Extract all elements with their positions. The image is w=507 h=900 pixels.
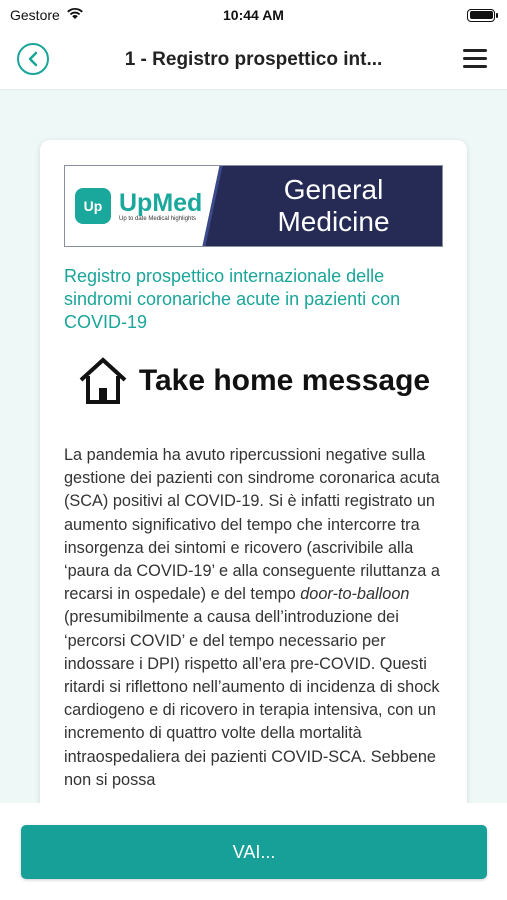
status-time: 10:44 AM [223, 7, 284, 23]
logo-tagline: Up to date Medical highlights [119, 216, 197, 222]
banner-section-line1: General [283, 174, 384, 205]
banner-section-line2: Medicine [277, 206, 390, 237]
upmed-banner [64, 165, 443, 247]
logo-text [119, 190, 202, 222]
article-title: Registro prospettico internazionale delle sindromi coronariche acute in pazienti con COVID-19 [64, 266, 401, 332]
house-icon [77, 356, 129, 406]
article-body-italic: door-to-balloon [300, 585, 410, 604]
carrier-label: Gestore [10, 7, 60, 23]
article-body-part2: (presumibilmente a causa dell’introduzione dei ‘percorsi COVID’ e del tempo necessario per indossare i DPI) rispetto all’era pre-COVID. Questi ritardi si riflettono nell’aumento di incidenza di shock cardiogeno e di ricovero in terapia intensiva, con un incremento di quattro volte della mortalità intraospedaliera dei pazienti COVID-SCA. Sebbene non si possa [64, 608, 440, 789]
vai-button[interactable]: VAI... [21, 825, 487, 879]
logo-name: UpMed [119, 189, 203, 217]
back-button[interactable] [17, 43, 49, 75]
nav-bar [0, 30, 507, 90]
battery-fill [470, 11, 493, 19]
article-body [64, 444, 443, 792]
status-bar [0, 0, 507, 30]
bottom-bar [0, 803, 507, 900]
upmed-logo-mark: Up [75, 188, 111, 224]
take-home-heading [64, 356, 443, 406]
article-body-part1: La pandemia ha avuto ripercussioni negative sulla gestione dei pazienti con sindrome coronarica acuta (SCA) positivi al COVID-19. Si è infatti registrato un aumento significativo del tempo che intercorre tra insorgenza dei sintomi e ricovero (ascrivibile alla ‘paura da COVID-19’ e alla conseguente riluttanza a recarsi in ospedale) e del tempo [64, 446, 440, 604]
chevron-left-icon [26, 51, 40, 67]
take-home-label: Take home message [138, 364, 431, 397]
battery-icon [467, 9, 495, 22]
banner-section [225, 166, 442, 246]
page-title: 1 - Registro prospettico int... [124, 48, 383, 70]
article-card [40, 140, 467, 860]
hamburger-menu-icon[interactable] [463, 49, 487, 69]
upmed-logo [65, 166, 225, 246]
